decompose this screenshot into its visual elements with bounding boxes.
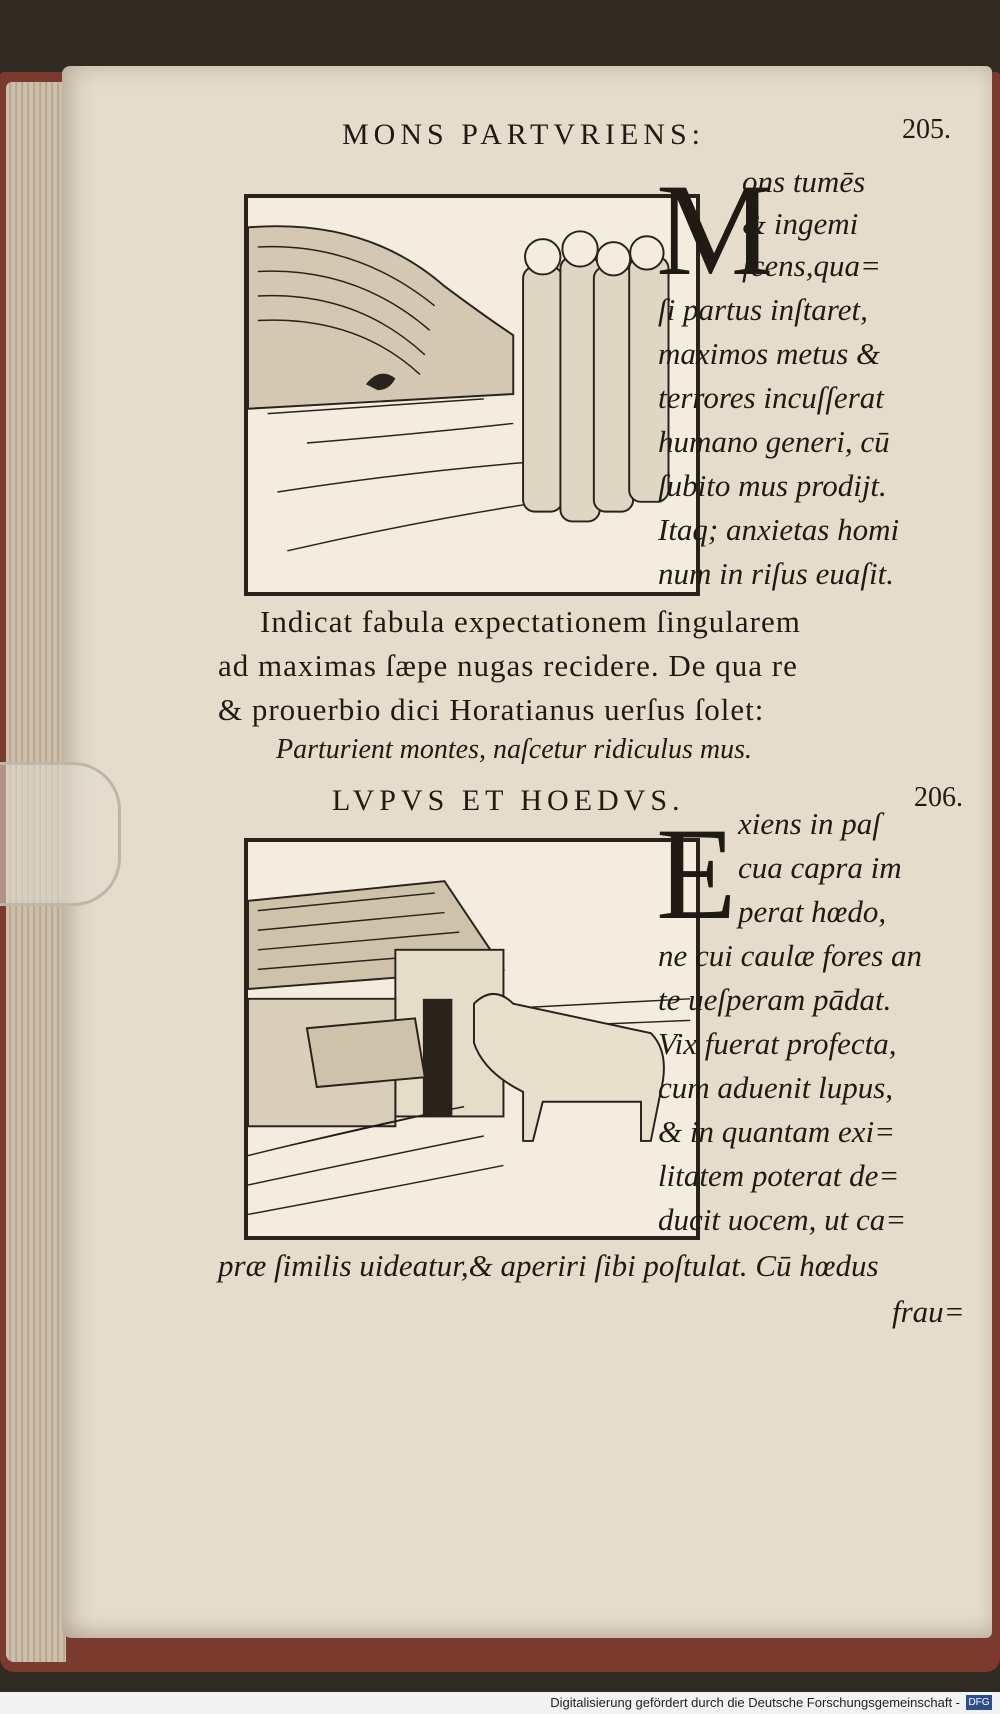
fable1-moral-line-3: & prouerbio dici Horatianus uerſus ſolet: [218,692,765,727]
fable1-line-7: humano generi, cū [658,424,890,459]
catchword: frau= [892,1294,965,1329]
fable1-moral-line-2: ad maximas ſæpe nugas recidere. De qua re [218,648,798,683]
dfg-logo-icon: DFG [966,1695,992,1710]
fable1-line-10: num in riſus euaſit. [658,556,894,591]
fable2-line-9: litatem poterat de= [658,1158,900,1193]
fable2-line-4: ne cui caulæ fores an [658,938,923,973]
fable2-line-10: ducit uocem, ut ca= [658,1202,907,1237]
book-page [62,66,992,1638]
footer-credit: Digitalisierung gefördert durch die Deutsche Forschungsgemeinschaft - [550,1695,960,1710]
fable2-line-3: perat hœdo, [738,894,887,929]
fable1-heading: MONS PARTVRIENS: [342,118,705,151]
fable1-line-5: maximos metus & [658,336,881,371]
fable1-line-3: ſcens,qua= [742,248,881,283]
digitization-footer [0,1692,1000,1714]
bookmark-ribbon [0,762,121,906]
fable1-dropcap: M [656,156,774,303]
fable2-line-8: & in quantam exi= [658,1114,896,1149]
fable1-line-8: ſubito mus prodijt. [658,468,887,503]
woodcut-wolf-kid [244,838,700,1240]
fable2-line-5: te ueſperam pādat. [658,982,892,1017]
fable2-page-number: 206. [914,782,963,813]
fable2-line-2: cua capra im [738,850,902,885]
fable1-moral-line-1: Indicat fabula expectationem ſingularem [260,604,801,639]
woodcut-mountain-mouse [244,194,700,596]
fable2-continued-line: præ ſimilis uideatur,& aperiri ſibi poſtulat. Cū hœdus [218,1248,879,1283]
fable2-line-1: xiens in paſ [738,806,881,841]
fable2-heading: LVPVS ET HOEDVS. [332,784,685,817]
fable1-line-4: ſi partus inſtaret, [658,292,868,327]
fable1-line-2: & ingemi [742,206,859,241]
fable2-dropcap: E [656,800,737,947]
fable1-line-9: Itaq; anxietas homi [658,512,900,547]
fable1-quote: Parturient montes, naſcetur ridiculus mus. [276,734,752,765]
fable1-page-number: 205. [902,114,951,145]
fable2-line-7: cum aduenit lupus, [658,1070,894,1105]
fable1-line-6: terrores incuſſerat [658,380,884,415]
fable2-line-6: Vix fuerat profecta, [658,1026,897,1061]
fable1-line-1: ons tumēs [742,164,866,199]
